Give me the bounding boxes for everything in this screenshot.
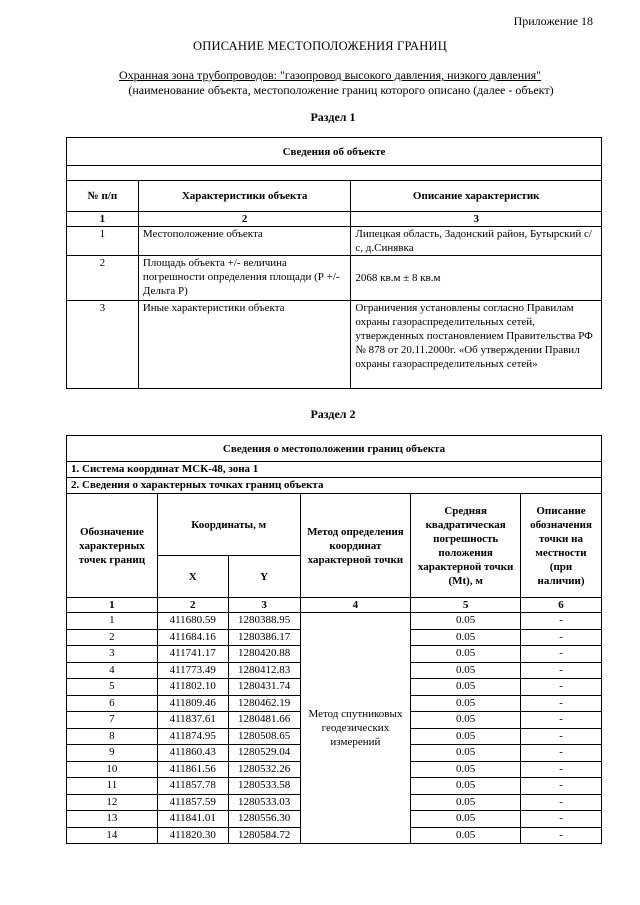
header-x: X <box>157 556 228 598</box>
point-x: 411680.59 <box>157 613 228 630</box>
point-error: 0.05 <box>411 778 521 795</box>
col-number: 4 <box>300 598 411 613</box>
point-number: 7 <box>67 712 158 729</box>
point-description: - <box>521 646 602 663</box>
col-number: 5 <box>411 598 521 613</box>
col-number: 2 <box>157 598 228 613</box>
point-description: - <box>521 778 602 795</box>
point-y: 1280584.72 <box>228 827 300 844</box>
table-row <box>67 613 602 630</box>
point-error: 0.05 <box>411 662 521 679</box>
point-x: 411841.01 <box>157 811 228 828</box>
point-description: - <box>521 728 602 745</box>
point-number: 9 <box>67 745 158 762</box>
table-row <box>67 256 602 301</box>
point-x: 411860.43 <box>157 745 228 762</box>
header-description: Описание характеристик <box>351 181 602 212</box>
point-y: 1280388.95 <box>228 613 300 630</box>
point-description: - <box>521 745 602 762</box>
table-row <box>67 227 602 256</box>
points-subtitle: 2. Сведения о характерных точках границ объекта <box>67 478 602 494</box>
point-y: 1280508.65 <box>228 728 300 745</box>
header-point: Обозначение характерных точек границ <box>67 494 158 598</box>
row-characteristic: Площадь объекта +/- величина погрешности определения площади (Р +/- Дельта Р) <box>138 256 351 301</box>
section-1-label: Раздел 1 <box>310 110 356 124</box>
point-x: 411837.61 <box>157 712 228 729</box>
point-error: 0.05 <box>411 794 521 811</box>
point-x: 411684.16 <box>157 629 228 646</box>
point-error: 0.05 <box>411 745 521 762</box>
row-num: 2 <box>67 256 139 301</box>
col-number: 2 <box>138 212 351 227</box>
point-number: 11 <box>67 778 158 795</box>
point-error: 0.05 <box>411 827 521 844</box>
header-coords: Координаты, м <box>157 494 300 556</box>
point-number: 8 <box>67 728 158 745</box>
point-error: 0.05 <box>411 728 521 745</box>
point-x: 411857.78 <box>157 778 228 795</box>
appendix-label: Приложение 18 <box>513 14 593 28</box>
point-error: 0.05 <box>411 695 521 712</box>
point-error: 0.05 <box>411 679 521 696</box>
point-description: - <box>521 695 602 712</box>
point-y: 1280431.74 <box>228 679 300 696</box>
point-number: 5 <box>67 679 158 696</box>
header-method: Метод определения координат характерной точки <box>300 494 411 598</box>
point-number: 2 <box>67 629 158 646</box>
row-num: 3 <box>67 301 139 389</box>
object-info-table <box>66 137 602 389</box>
point-description: - <box>521 629 602 646</box>
object-caption: (наименование объекта, местоположение границ которого описано (далее - объект) <box>128 83 554 97</box>
document-title: ОПИСАНИЕ МЕСТОПОЛОЖЕНИЯ ГРАНИЦ <box>193 39 447 53</box>
point-error: 0.05 <box>411 629 521 646</box>
point-error: 0.05 <box>411 712 521 729</box>
boundary-table-title: Сведения о местоположении границ объекта <box>67 436 602 462</box>
point-x: 411874.95 <box>157 728 228 745</box>
point-description: - <box>521 679 602 696</box>
col-number: 1 <box>67 212 139 227</box>
point-description: - <box>521 794 602 811</box>
point-number: 1 <box>67 613 158 630</box>
point-y: 1280420.88 <box>228 646 300 663</box>
point-x: 411741.17 <box>157 646 228 663</box>
section-2-label: Раздел 2 <box>310 407 356 421</box>
point-number: 14 <box>67 827 158 844</box>
point-y: 1280386.17 <box>228 629 300 646</box>
header-num: № п/п <box>67 181 139 212</box>
object-name: Охранная зона трубопроводов: "газопровод высокого давления, низкого давления" <box>118 68 542 82</box>
point-description: - <box>521 827 602 844</box>
point-description: - <box>521 662 602 679</box>
point-y: 1280529.04 <box>228 745 300 762</box>
point-y: 1280462.19 <box>228 695 300 712</box>
point-description: - <box>521 761 602 778</box>
point-error: 0.05 <box>411 646 521 663</box>
point-y: 1280532.26 <box>228 761 300 778</box>
object-info-table-title: Сведения об объекте <box>67 138 602 166</box>
spacer-row <box>67 166 602 181</box>
point-error: 0.05 <box>411 761 521 778</box>
boundary-points-table <box>66 435 602 844</box>
point-description: - <box>521 811 602 828</box>
row-characteristic: Местоположение объекта <box>138 227 351 256</box>
point-x: 411802.10 <box>157 679 228 696</box>
col-number: 3 <box>351 212 602 227</box>
col-number: 6 <box>521 598 602 613</box>
point-x: 411861.56 <box>157 761 228 778</box>
point-x: 411857.59 <box>157 794 228 811</box>
point-description: - <box>521 613 602 630</box>
point-y: 1280412.83 <box>228 662 300 679</box>
point-number: 10 <box>67 761 158 778</box>
point-y: 1280556.30 <box>228 811 300 828</box>
points-body <box>67 613 602 844</box>
point-x: 411809.46 <box>157 695 228 712</box>
row-value: Липецкая область, Задонский район, Бутырский с/с, д.Синявка <box>351 227 602 256</box>
point-error: 0.05 <box>411 811 521 828</box>
row-characteristic: Иные характеристики объекта <box>138 301 351 389</box>
row-num: 1 <box>67 227 139 256</box>
row-value: Ограничения установлены согласно Правилам охраны газораспределительных сетей, утвержденных постановлением Правительства РФ № 878 от 20.11.2000г. «Об утверждении Правил охраны газораспределительных сетей» <box>351 301 602 389</box>
header-error: Средняя квадратическая погрешность положения характерной точки (Mt), м <box>411 494 521 598</box>
point-number: 12 <box>67 794 158 811</box>
header-desc: Описание обозначения точки на местности (при наличии) <box>521 494 602 598</box>
coordinate-system: 1. Система координат МСК-48, зона 1 <box>67 462 602 478</box>
point-method: Метод спутниковых геодезических измерений <box>300 613 411 844</box>
point-y: 1280481.66 <box>228 712 300 729</box>
point-y: 1280533.03 <box>228 794 300 811</box>
point-number: 6 <box>67 695 158 712</box>
col-number: 1 <box>67 598 158 613</box>
point-description: - <box>521 712 602 729</box>
col-number: 3 <box>228 598 300 613</box>
header-y: Y <box>228 556 300 598</box>
table-row <box>67 301 602 389</box>
point-number: 4 <box>67 662 158 679</box>
point-number: 3 <box>67 646 158 663</box>
point-y: 1280533.58 <box>228 778 300 795</box>
row-value: 2068 кв.м ± 8 кв.м <box>351 256 602 301</box>
point-error: 0.05 <box>411 613 521 630</box>
point-number: 13 <box>67 811 158 828</box>
point-x: 411773.49 <box>157 662 228 679</box>
point-x: 411820.30 <box>157 827 228 844</box>
header-characteristic: Характеристики объекта <box>138 181 351 212</box>
